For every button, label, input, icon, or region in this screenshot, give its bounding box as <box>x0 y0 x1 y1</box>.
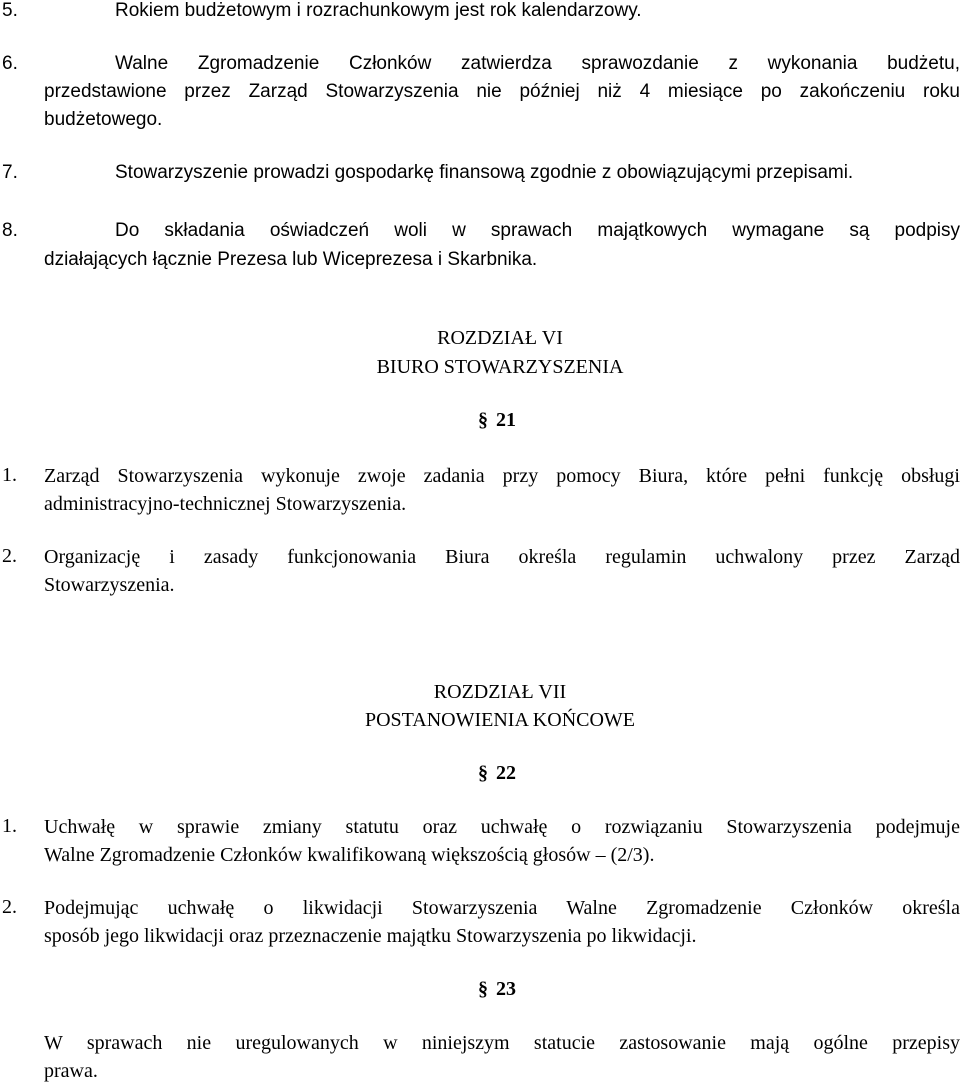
chapter-subtitle: POSTANOWIENIA KOŃCOWE <box>364 709 636 731</box>
item-text-line: Stowarzyszenia. <box>44 574 175 596</box>
item-text-line: Uchwałę w sprawie zmiany statutu oraz uchwałę o rozwiązaniu Stowarzyszenia podejmuje <box>44 816 960 838</box>
section-21-heading <box>478 408 516 432</box>
item-text-line: Podejmując uchwałę o likwidacji Stowarzyszenia Walne Zgromadzenie Członków określa <box>44 897 960 919</box>
section-number: 21 <box>496 409 516 431</box>
item-number: 7. <box>2 162 18 183</box>
item-text-line: Walne Zgromadzenie Członków zatwierdza sprawozdanie z wykonania budżetu, <box>115 53 960 74</box>
section-symbol: § <box>478 762 488 784</box>
item-number: 8. <box>2 220 18 241</box>
chapter-subtitle: BIURO STOWARZYSZENIA <box>376 356 624 378</box>
item-number: 2. <box>2 545 17 567</box>
item-text-line: Walne Zgromadzenie Członków kwalifikowaną większością głosów – (2/3). <box>44 844 655 866</box>
item-number: 2. <box>2 896 17 918</box>
chapter-title: ROZDZIAŁ VII <box>433 681 567 703</box>
item-number: 1. <box>2 815 17 837</box>
section-22-heading <box>478 761 516 785</box>
item-text-line: Rokiem budżetowym i rozrachunkowym jest rok kalendarzowy. <box>115 0 642 21</box>
item-text-line: prawa. <box>44 1060 98 1082</box>
item-text-line: W sprawach nie uregulowanych w niniejszym statucie zastosowanie mają ogólne przepisy <box>44 1032 960 1054</box>
section-number: 22 <box>496 762 516 784</box>
item-number: 5. <box>2 0 18 21</box>
section-number: 23 <box>496 978 516 1000</box>
section-symbol: § <box>478 409 488 431</box>
item-text-line: administracyjno-technicznej Stowarzyszenia. <box>44 493 407 515</box>
item-text-line: Do składania oświadczeń woli w sprawach majątkowych wymagane są podpisy <box>115 220 960 241</box>
section-symbol: § <box>478 978 488 1000</box>
item-text-line: budżetowego. <box>44 109 163 130</box>
item-text-line: Zarząd Stowarzyszenia wykonuje zwoje zadania przy pomocy Biura, które pełni funkcję obsługi <box>44 465 960 487</box>
section-23-heading <box>478 977 516 1001</box>
item-text-line: sposób jego likwidacji oraz przeznaczenie majątku Stowarzyszenia po likwidacji. <box>44 925 697 947</box>
item-text-line: Organizację i zasady funkcjonowania Biura określa regulamin uchwalony przez Zarząd <box>44 546 960 568</box>
item-text-line: Stowarzyszenie prowadzi gospodarkę finansową zgodnie z obowiązującymi przepisami. <box>115 162 854 183</box>
item-number: 1. <box>2 464 17 486</box>
chapter-title: ROZDZIAŁ VI <box>437 327 563 349</box>
item-text-line: przedstawione przez Zarząd Stowarzyszenia nie później niż 4 miesiące po zakończeniu roku <box>44 81 960 102</box>
item-text-line: działających łącznie Prezesa lub Wiceprezesa i Skarbnika. <box>44 249 538 270</box>
item-number: 6. <box>2 53 18 74</box>
